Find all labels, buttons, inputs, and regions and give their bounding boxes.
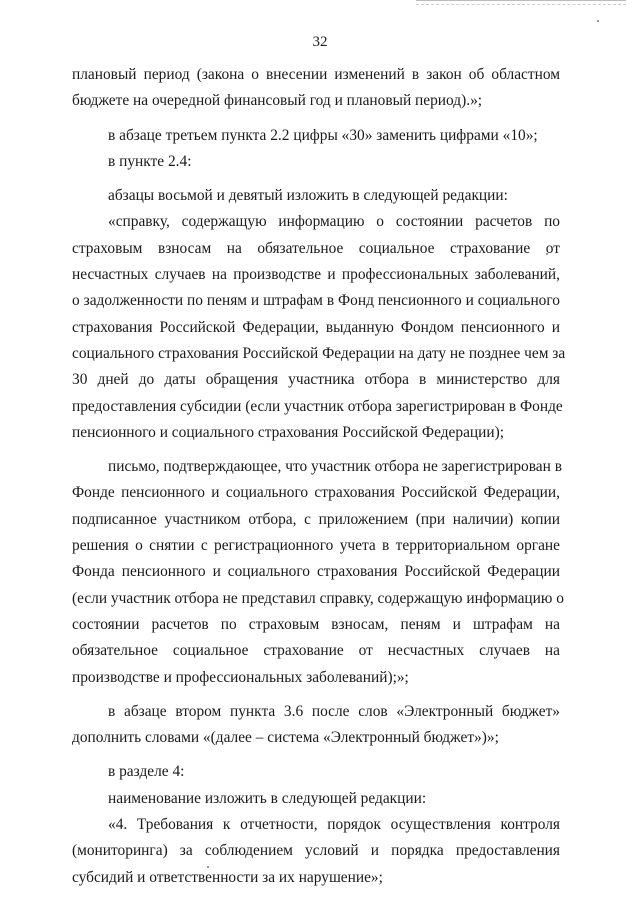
text-line: несчастных случаев на производстве и профессиональных заболеваний, (72, 266, 560, 284)
text-line: плановый период (закона о внесении изменений в закон об областном (72, 66, 560, 83)
text-line: (если участник отбора не представил справку, содержащую информацию о (72, 589, 564, 607)
text-line: страховым взносам на обязательное социальное страхование от (72, 239, 560, 257)
text-line: состоянии расчетов по страховым взносам, пеням и штрафам на (72, 615, 560, 633)
paragraph-gap (72, 691, 560, 699)
text-line: социального страхования Российской Федерации на дату не позднее чем за (72, 344, 566, 362)
text-line: (мониторинга) за соблюдением условий и порядка предоставления (72, 842, 560, 860)
paragraph-gap (72, 115, 560, 123)
text-line: Фонде пенсионного и социального страхования Российской Федерации, (72, 484, 560, 502)
text-line: «4. Требования к отчетности, порядок осуществления контроля (108, 816, 560, 834)
text-line: наименование изложить в следующей редакции: (108, 789, 427, 807)
scan-edge-mark (416, 0, 626, 5)
text-line: «справку, содержащую информацию о состоянии расчетов по (108, 213, 560, 231)
text-line: в абзаце третьем пункта 2.2 цифры «30» заменить цифрами «10»; (108, 126, 538, 144)
text-line: подписанное участником отбора, с приложением (при наличии) копии (72, 510, 560, 528)
text-line: страхования Российской Федерации, выданную Фондом пенсионного и (72, 318, 560, 336)
text-line: субсидий и ответственности за их нарушение»; (72, 868, 383, 886)
text-line: бюджете на очередной финансовый год и плановый период).»; (72, 92, 483, 110)
paragraph-gap (72, 446, 560, 454)
paragraph-gap (72, 751, 560, 759)
text-line: предоставления субсидии (если участник отбора зарегистрирован в Фонде (72, 397, 563, 415)
page-number: 32 (312, 34, 328, 50)
text-line: в абзаце втором пункта 3.6 после слов «Электронный бюджет» (108, 702, 560, 720)
text-line: письмо, подтверждающее, что участник отбора не зарегистрирован в (108, 458, 562, 476)
text-line: пенсионного и социального страхования Российской Федерации); (72, 423, 505, 441)
text-line: 30 дней до даты обращения участника отбора в министерство для (72, 371, 560, 389)
text-line: дополнить словами «(далее – система «Электронный бюджет»)»; (72, 729, 499, 747)
text-line: абзацы восьмой и девятый изложить в следующей редакции: (108, 187, 508, 205)
scan-speck (597, 20, 599, 22)
text-line: Фонда пенсионного и социального страхования Российской Федерации (72, 563, 560, 581)
paragraph-gap (72, 175, 560, 183)
text-line: решения о снятии с регистрационного учета в территориальном органе (72, 537, 560, 555)
text-line: в пункте 2.4: (108, 152, 192, 170)
text-line: производстве и профессиональных заболеваний);»; (72, 668, 409, 686)
text-line: о задолженности по пеням и штрафам в Фонд пенсионного и социального (72, 292, 560, 310)
text-line: обязательное социальное страхование от несчастных случаев на (72, 642, 560, 660)
text-line: в разделе 4: (108, 763, 185, 781)
body-text (72, 62, 566, 891)
